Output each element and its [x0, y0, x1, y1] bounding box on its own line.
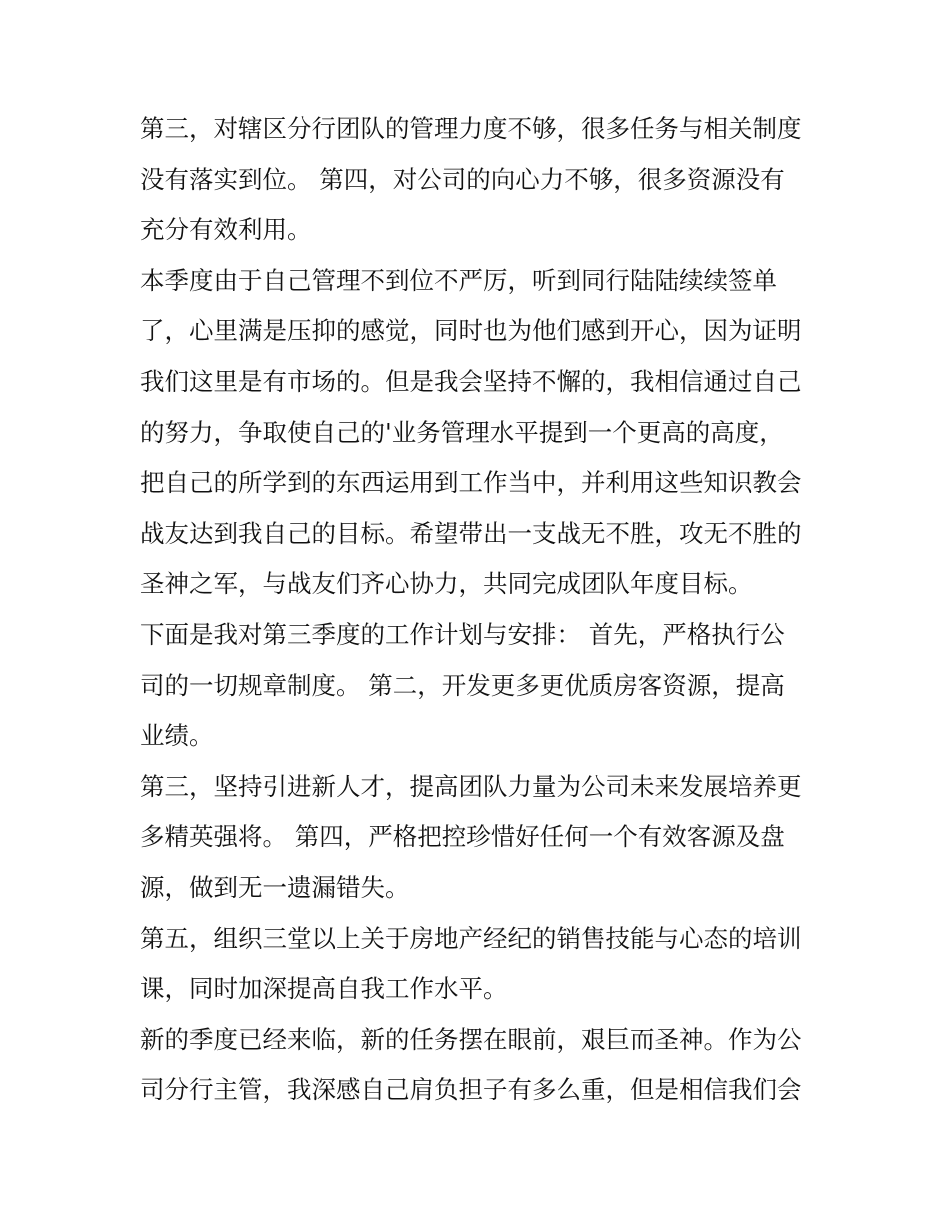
text-line: 司分行主管，我深感自己肩负担子有多么重，但是相信我们会	[140, 1075, 802, 1105]
text-line: 把自己的所学到的东西运用到工作当中，并利用这些知识教会	[140, 468, 802, 498]
text-line: 第五，组织三堂以上关于房地产经纪的销售技能与心态的培训	[140, 923, 802, 953]
text-line: 没有落实到位。 第四，对公司的向心力不够，很多资源没有	[140, 164, 785, 194]
document-body	[140, 104, 812, 1116]
text-line: 多精英强将。 第四，严格把控珍惜好任何一个有效客源及盘	[140, 822, 785, 852]
text-line: 第三，坚持引进新人才，提高团队力量为公司未来发展培养更	[140, 771, 802, 801]
text-line: 下面是我对第三季度的工作计划与安排： 首先，严格执行公	[140, 619, 785, 649]
text-line: 第三，对辖区分行团队的管理力度不够，很多任务与相关制度	[140, 114, 802, 143]
text-line: 了，心里满是压抑的感觉，同时也为他们感到开心，因为证明	[140, 316, 802, 346]
text-line: 我们这里是有市场的。但是我会坚持不懈的，我相信通过自己	[140, 366, 802, 396]
text-line: 圣神之军，与战友们齐心协力，共同完成团队年度目标。	[140, 569, 753, 599]
text-line: 本季度由于自己管理不到位不严厉，听到同行陆陆续续签单	[140, 265, 777, 295]
text-line: 新的季度已经来临，新的任务摆在眼前，艰巨而圣神。作为公	[140, 1024, 802, 1054]
text-line: 的努力，争取使自己的'业务管理水平提到一个更高的高度，	[140, 417, 784, 447]
text-line: 源，做到无一遗漏错失。	[140, 872, 410, 902]
text-line: 业绩。	[140, 721, 214, 751]
text-line: 战友达到我自己的目标。希望带出一支战无不胜，攻无不胜的	[140, 518, 802, 548]
text-line: 充分有效利用。	[140, 215, 312, 245]
text-line: 课，同时加深提高自我工作水平。	[140, 974, 508, 1004]
text-line: 司的一切规章制度。 第二，开发更多更优质房客资源，提高	[140, 670, 785, 700]
